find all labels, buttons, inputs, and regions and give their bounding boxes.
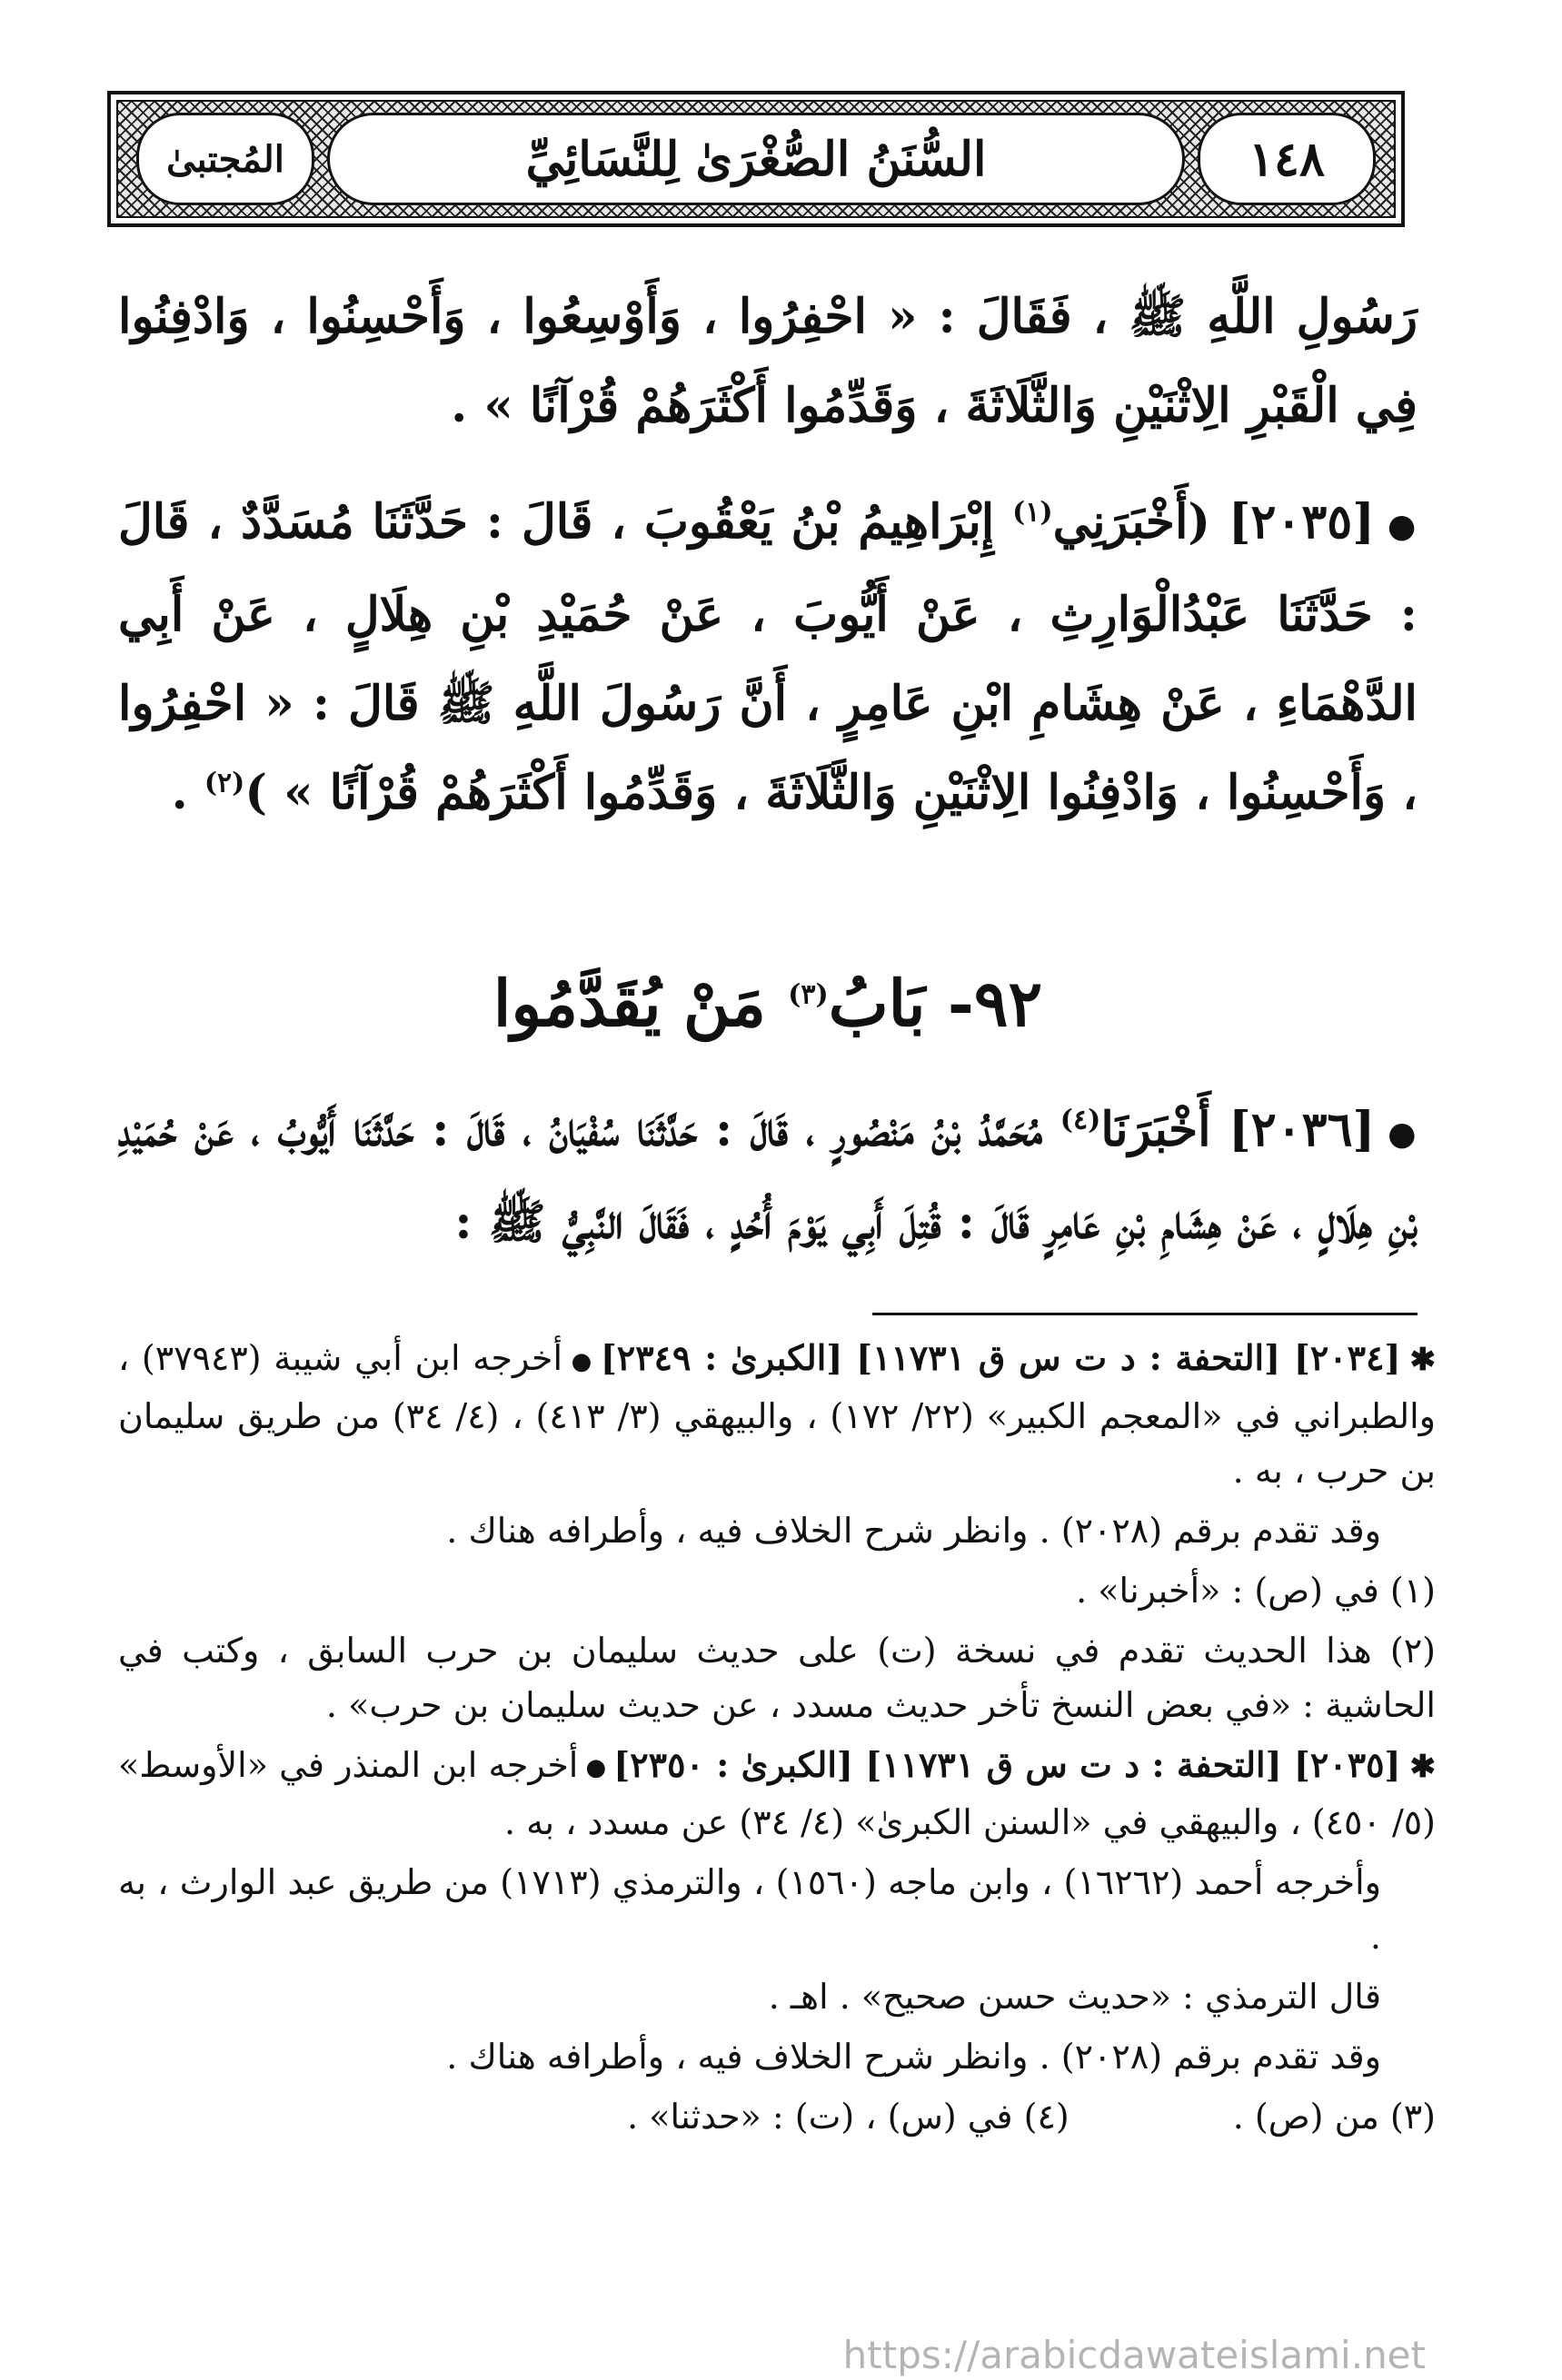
title-cartouche [327, 113, 1185, 205]
paragraph-continuation: رَسُولِ اللَّهِ ﷺ ، فَقَالَ : « احْفِرُوا ، وَأَوْسِعُوا ، وَأَحْسِنُوا ، وَادْفِنُوا فِي الْقَبْرِ الِاثْنَيْنِ وَالثَّلَاثَةَ ، وَقَدِّمُوا أَكْثَرَهُمْ قُرْآنًا » . [118, 289, 1418, 433]
footnote-ref: (٣) [788, 978, 829, 1011]
footnote-3: (٣) من (ص) . [1232, 2097, 1436, 2137]
takhrij-note: وأخرجه أحمد (١٦٢٦٢) ، وابن ماجه (١٥٦٠) ، والترمذي (١٧١٣) من طريق عبد الوارث ، به . [118, 1862, 1381, 1957]
takhrij-2035 [118, 1738, 1436, 1850]
main-text [118, 273, 1418, 838]
header-ornament [116, 100, 1396, 218]
hadith-2036 [118, 1086, 1418, 1267]
book-title: السُّنَنُ الصُّغْرَىٰ لِلنَّسَائِيِّ [525, 131, 987, 187]
takhrij-note: قال الترمذي : «حديث حسن صحيح» . اهـ . [768, 1977, 1381, 2017]
bullet-icon: ● [1388, 1114, 1418, 1153]
chapter-title: ٩٢- بَابُ [828, 966, 1043, 1041]
hadith-2035 [118, 478, 1418, 838]
watermark-url: https://arabicdawateislami.net [842, 2333, 1426, 2377]
takhrij-note: وقد تقدم برقم (٢٠٢٨) . وانظر شرح الخلاف فيه ، وأطرافه هناك . [446, 1510, 1381, 1551]
footnote-4: (٤) في (س) ، (ت) : «حدثنا» . [627, 2097, 1070, 2137]
page-header [107, 91, 1405, 227]
hadith-text: إِبْرَاهِيمُ بْنُ يَعْقُوبَ ، قَالَ : حَدَّثَنَا مُسَدَّدٌ ، قَالَ : حَدَّثَنَا عَبْدُالْوَارِثِ ، عَنْ أَيُّوبَ ، عَنْ حُمَيْدِ بْنِ هِلَالٍ ، عَنْ أَبِي الدَّهْمَاءِ ، عَنْ هِشَامِ ابْنِ عَامِرٍ ، أَنَّ رَسُولَ اللَّهِ ﷺ قَالَ : « احْفِرُوا ، وَأَحْسِنُوا ، وَادْفِنُوا الِاثْنَيْنِ وَالثَّلَاثَةَ ، وَقَدِّمُوا أَكْثَرَهُمْ قُرْآنًا » ) [118, 494, 1418, 820]
hadith-end: . [171, 764, 204, 820]
footnote-ref: (٢) [204, 767, 245, 799]
footnote-row [118, 2089, 1436, 2144]
takhrij-head: [٢٠٣٤] [التحفة : د ت س ق ١١٧٣١] [الكبرىٰ : ٢٣٤٩] [600, 1337, 1401, 1378]
bullet-icon: ● [1387, 506, 1418, 545]
takhrij-text: أخرجه ابن المنذر في «الأوسط» (٥/ ٤٥٠) ، والبيهقي في «السنن الكبرىٰ» (٤/ ٣٤) عن مسدد ، به . [118, 1744, 1436, 1842]
asterisk-icon: ✱ [1409, 1748, 1437, 1785]
footnotes [118, 1331, 1436, 2144]
takhrij-head: [٢٠٣٥] [التحفة : د ت س ق ١١٧٣١] [الكبرىٰ : ٢٣٥٠] [613, 1743, 1401, 1785]
hadith-number: [٢٠٣٥] (أَخْبَرَنِي [1052, 494, 1375, 550]
takhrij-note: وقد تقدم برقم (٢٠٢٨) . وانظر شرح الخلاف فيه ، وأطرافه هناك . [446, 2037, 1381, 2077]
bullet-icon: ● [585, 1754, 607, 1781]
footnote-2: (٢) هذا الحديث تقدم في نسخة (ت) على حديث سليمان بن حرب السابق ، وكتب في الحاشية : «في بعض النسخ تأخر حديث مسدد ، عن حديث سليمان بن حرب» . [118, 1630, 1436, 1725]
takhrij-2034 [118, 1331, 1436, 1498]
footnote-divider [872, 1313, 1418, 1315]
footnote-ref: (١) [1012, 496, 1053, 529]
page-number: ١٤٨ [1249, 131, 1325, 187]
page-number-badge [1198, 113, 1376, 205]
series-title: المُجتبىٰ [166, 137, 284, 181]
footnote-ref: (٤) [1060, 1104, 1101, 1136]
hadith-text: مُحَمَّدُ بْنُ مَنْصُورٍ ، قَالَ : حَدَّثَنَا سُفْيَانُ ، قَالَ : حَدَّثَنَا أَيُّوبُ ، عَنْ حُمَيْدِ بْنِ هِلَالٍ ، عَنْ هِشَامِ بْنِ عَامِرٍ قَالَ : قُتِلَ أَبِي يَوْمَ أُحُدٍ ، فَقَالَ النَّبِيُّ ﷺ : [118, 1102, 1418, 1250]
main-text-2 [118, 1086, 1418, 1267]
footnote-1: (١) في (ص) : «أخبرنا» . [1076, 1570, 1436, 1611]
takhrij-text: أخرجه ابن أبي شيبة (٣٧٩٤٣) ، والطبراني في «المعجم الكبير» (٢٢/ ١٧٢) ، والبيهقي (٣/ ٤١٣) ، (٤/ ٣٤) من طريق سليمان بن حرب ، به . [118, 1338, 1436, 1491]
chapter-title-end: مَنْ يُقَدَّمُوا [492, 966, 766, 1041]
chapter-heading [118, 954, 1418, 1054]
series-badge [136, 113, 314, 205]
hadith-number: [٢٠٣٦] أَخْبَرَنَا [1100, 1102, 1376, 1157]
asterisk-icon: ✱ [1409, 1342, 1436, 1378]
bullet-icon: ● [570, 1347, 593, 1375]
